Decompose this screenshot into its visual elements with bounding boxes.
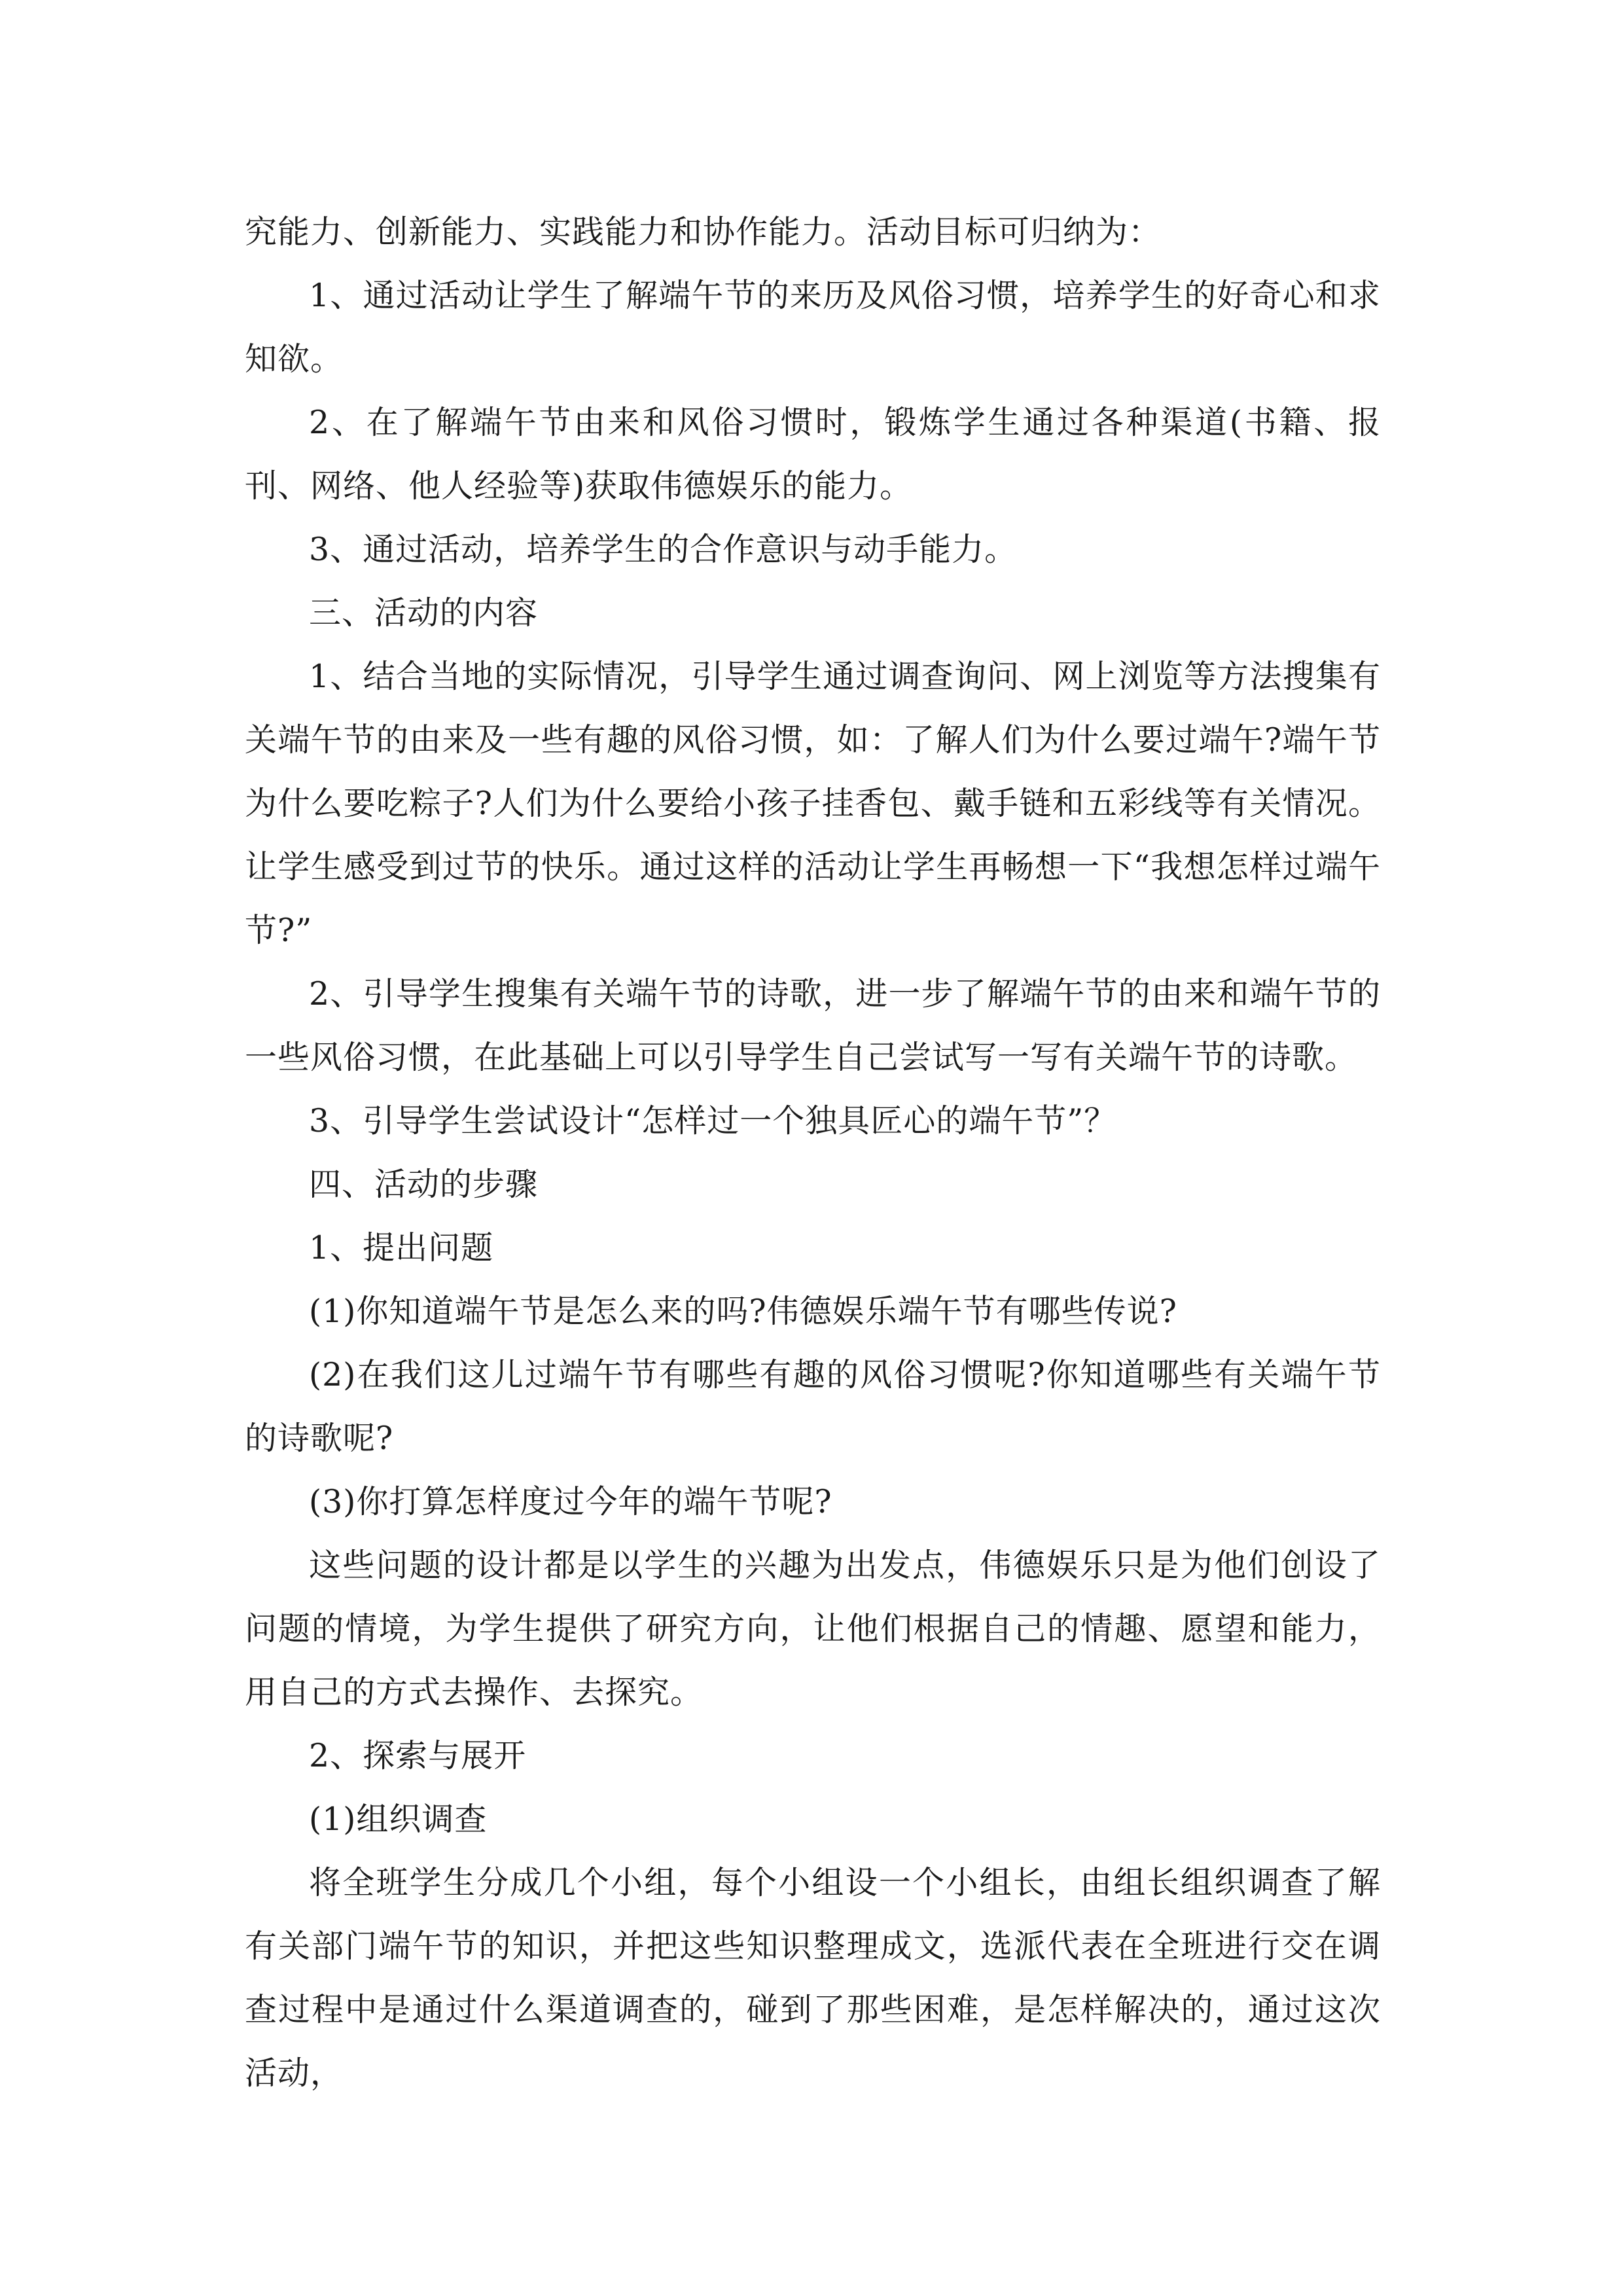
- paragraph: 这些问题的设计都是以学生的兴趣为出发点，伟德娱乐只是为他们创设了问题的情境，为学生提供了研究方向，让他们根据自己的情趣、愿望和能力，用自己的方式去操作、去探究。: [245, 1547, 1381, 1711]
- section-heading: 三、活动的内容: [309, 594, 539, 632]
- paragraph: 将全班学生分成几个小组，每个小组设一个小组长，由组长组织调查了解有关部门端午节的知识，并把这些知识整理成文，选派代表在全班进行交在调查过程中是通过什么渠道调查的，碰到了那些困难，是怎样解决的，通过这次活动，: [245, 1864, 1381, 2092]
- paragraph: 2、引导学生搜集有关端午节的诗歌，进一步了解端午节的由来和端午节的一些风俗习惯，在此基础上可以引导学生自己尝试写一写有关端午节的诗歌。: [245, 975, 1381, 1076]
- paragraph: 3、引导学生尝试设计“怎样过一个独具匠心的端午节”？: [309, 1102, 1117, 1139]
- question-item: (3)你打算怎样度过今年的端午节呢?: [309, 1483, 832, 1520]
- paragraph: 1、通过活动让学生了解端午节的来历及风俗习惯，培养学生的好奇心和求知欲。: [245, 277, 1381, 378]
- subsection-heading: 1、提出问题: [309, 1229, 494, 1266]
- paragraph: 究能力、创新能力、实践能力和协作能力。活动目标可归纳为：: [245, 213, 1162, 251]
- subsection-heading: (1)组织调查: [309, 1801, 488, 1838]
- subsection-heading: 2、探索与展开: [309, 1737, 527, 1774]
- question-item: (2)在我们这儿过端午节有哪些有趣的风俗习惯呢?你知道哪些有关端午节的诗歌呢?: [245, 1356, 1381, 1457]
- section-heading: 四、活动的步骤: [309, 1166, 539, 1203]
- paragraph: 1、结合当地的实际情况，引导学生通过调查询问、网上浏览等方法搜集有关端午节的由来及一些有趣的风俗习惯，如：了解人们为什么要过端午?端午节为什么要吃粽子?人们为什么要给小孩子挂香包、戴手链和五彩线等有关情况。让学生感受到过节的快乐。通过这样的活动让学生再畅想一下“我想怎样过端午节?”: [245, 658, 1381, 949]
- question-item: (1)你知道端午节是怎么来的吗?伟德娱乐端午节有哪些传说?: [309, 1293, 1177, 1330]
- paragraph: 2、在了解端午节由来和风俗习惯时，锻炼学生通过各种渠道(书籍、报刊、网络、他人经验等)获取伟德娱乐的能力。: [245, 404, 1381, 505]
- document-body: [245, 200, 1381, 2105]
- paragraph: 3、通过活动，培养学生的合作意识与动手能力。: [309, 531, 1018, 568]
